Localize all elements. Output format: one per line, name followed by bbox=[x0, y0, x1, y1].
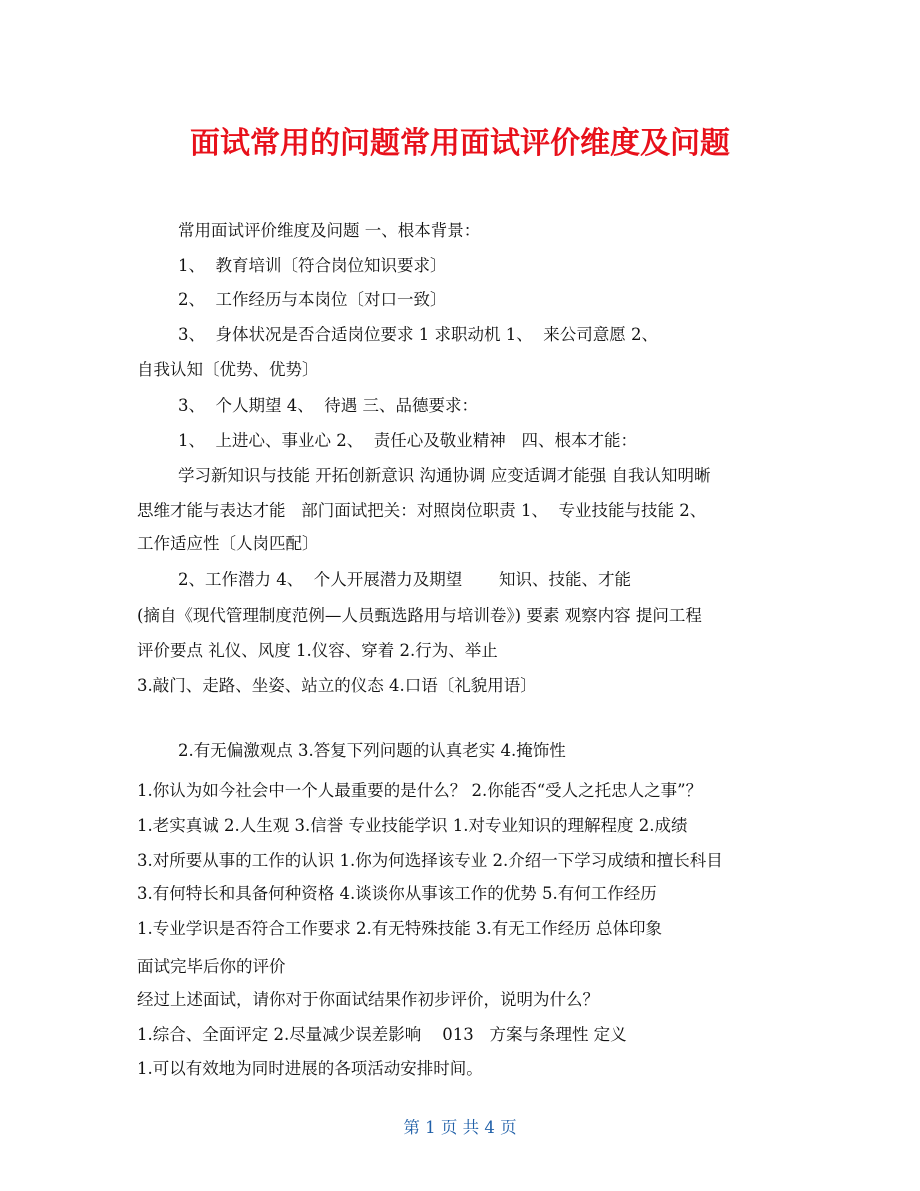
body-line: 面试完毕后你的评价 bbox=[137, 957, 286, 976]
document-title: 面试常用的问题常用面试评价维度及问题 bbox=[190, 126, 730, 161]
body-line: 1、 上进心、事业心 2、 责任心及敬业精神 四、根本才能： bbox=[178, 431, 637, 450]
body-line: 经过上述面试，请你对于你面试结果作初步评价，说明为什么？ bbox=[137, 990, 599, 1009]
body-line: 1.综合、全面评定 2.尽量减少误差影响 013 方案与条理性 定义 bbox=[137, 1025, 627, 1044]
body-line: 1.可以有效地为同时进展的各项活动安排时间。 bbox=[137, 1059, 483, 1078]
body-line: 常用面试评价维度及问题 一、根本背景： bbox=[178, 221, 481, 240]
body-line: 3.对所要从事的工作的认识 1.你为何选择该专业 2.介绍一下学习成绩和擅长科目 bbox=[137, 851, 723, 870]
body-line: 评价要点 礼仪、风度 1.仪容、穿着 2.行为、举止 bbox=[137, 641, 498, 660]
body-line: 思维才能与表达才能 部门面试把关：对照岗位职责 1、 专业技能与技能 2、 bbox=[137, 501, 707, 520]
body-line: 2、工作潜力 4、 个人开展潜力及期望 知识、技能、才能 bbox=[178, 570, 631, 589]
body-line: 2.有无偏激观点 3.答复下列问题的认真老实 4.掩饰性 bbox=[178, 741, 566, 760]
body-line: 2、 工作经历与本岗位〔对口一致〕 bbox=[178, 290, 447, 309]
body-line: 3、 身体状况是否合适岗位要求 1 求职动机 1、 来公司意愿 2、 bbox=[178, 325, 658, 344]
body-line: 学习新知识与技能 开拓创新意识 沟通协调 应变适调才能强 自我认知明晰 bbox=[178, 466, 711, 485]
page-footer: 第 1 页 共 4 页 bbox=[403, 1118, 517, 1137]
body-line: (摘自《现代管理制度范例—人员甄选路用与培训卷》) 要素 观察内容 提问工程 bbox=[137, 606, 702, 625]
body-line: 1、 教育培训〔符合岗位知识要求〕 bbox=[178, 256, 447, 275]
body-line: 1.专业学识是否符合工作要求 2.有无特殊技能 3.有无工作经历 总体印象 bbox=[137, 919, 662, 938]
body-line: 自我认知〔优势、优势〕 bbox=[137, 360, 319, 379]
body-line: 1.你认为如今社会中一个人最重要的是什么？ 2.你能否“受人之托忠人之事”？ bbox=[137, 781, 703, 800]
body-line: 3.敲门、走路、坐姿、站立的仪态 4.口语〔礼貌用语〕 bbox=[137, 676, 537, 695]
body-line: 3、 个人期望 4、 待遇 三、品德要求： bbox=[178, 396, 478, 415]
body-line: 3.有何特长和具备何种资格 4.谈谈你从事该工作的优势 5.有何工作经历 bbox=[137, 884, 657, 903]
body-line: 1.老实真诚 2.人生观 3.信誉 专业技能学识 1.对专业知识的理解程度 2.成绩 bbox=[137, 816, 688, 835]
body-line: 工作适应性〔人岗匹配〕 bbox=[137, 534, 319, 553]
